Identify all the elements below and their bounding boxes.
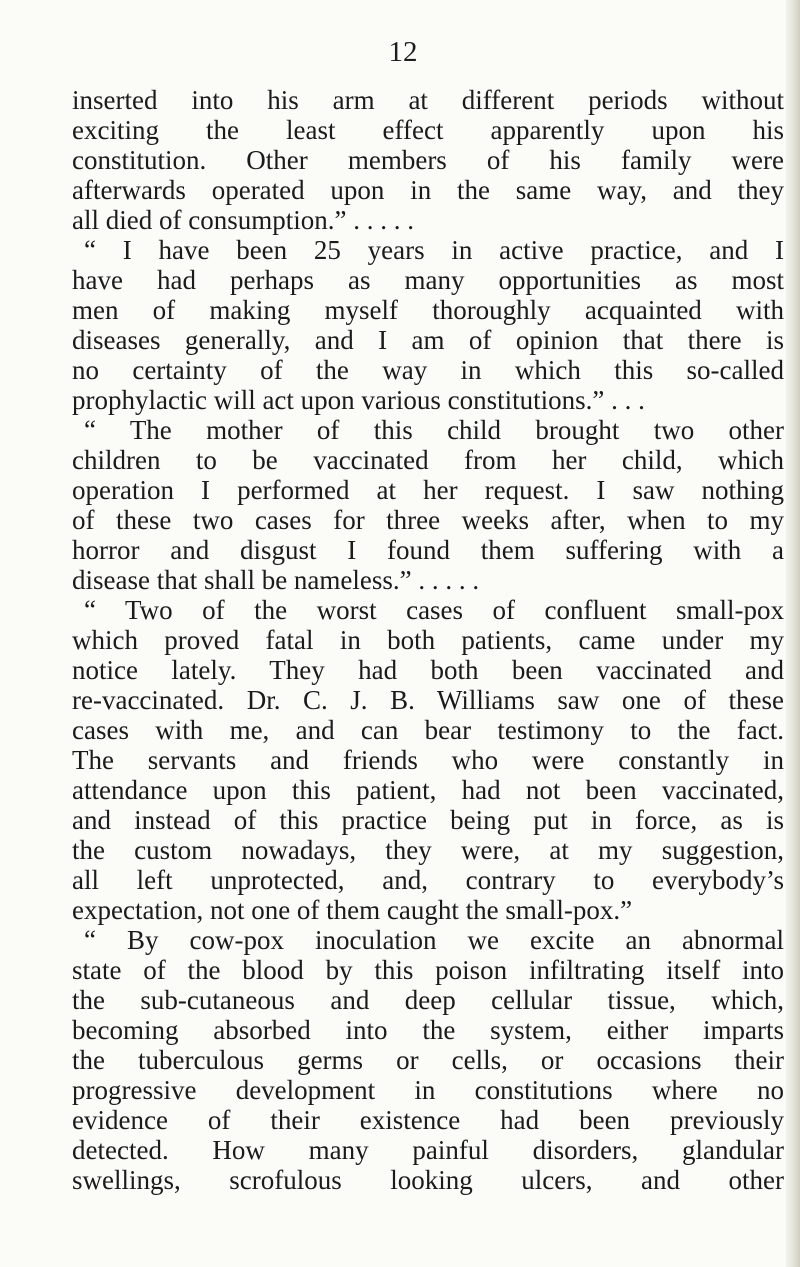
text-line: evidence of their existence had been previously [72, 1105, 784, 1135]
text-line: “ By cow-pox inoculation we excite an abnormal [84, 925, 784, 955]
page-number: 12 [388, 36, 418, 68]
text-line: all died of consumption.” . . . . . [72, 205, 414, 235]
text-line: “ The mother of this child brought two other [84, 415, 784, 445]
text-line: inserted into his arm at different periods without [72, 85, 784, 115]
text-line: disease that shall be nameless.” . . . . . [72, 565, 480, 595]
text-line: have had perhaps as many opportunities as most [72, 265, 784, 295]
text-line: operation I performed at her request. I saw nothing [72, 475, 784, 505]
text-line: men of making myself thoroughly acquainted with [72, 295, 784, 325]
page-edge [786, 0, 800, 1267]
text-line: the tuberculous germs or cells, or occasions their [72, 1045, 784, 1075]
text-line: the custom nowadays, they were, at my suggestion, [72, 835, 784, 865]
text-line: The servants and friends who were constantly in [72, 745, 784, 775]
text-line: constitution. Other members of his family were [72, 145, 784, 175]
text-line: exciting the least effect apparently upon his [72, 115, 784, 145]
text-line: prophylactic will act upon various constitutions.” . . . [72, 385, 645, 415]
text-line: detected. How many painful disorders, glandular [72, 1135, 784, 1165]
text-line: afterwards operated upon in the same way, and they [72, 175, 784, 205]
text-line: children to be vaccinated from her child, which [72, 445, 784, 475]
text-line: re-vaccinated. Dr. C. J. B. Williams saw one of these [72, 685, 784, 715]
text-line: cases with me, and can bear testimony to the fact. [72, 715, 784, 745]
text-line: horror and disgust I found them suffering with a [72, 535, 784, 565]
text-line: progressive development in constitutions where no [72, 1075, 784, 1105]
text-line: attendance upon this patient, had not been vaccinated, [72, 775, 784, 805]
text-line: swellings, scrofulous looking ulcers, and other [72, 1165, 784, 1195]
text-line: “ I have been 25 years in active practice, and I [84, 235, 784, 265]
text-line: the sub-cutaneous and deep cellular tissue, which, [72, 985, 784, 1015]
text-line: notice lately. They had both been vaccinated and [72, 655, 784, 685]
text-line: becoming absorbed into the system, either imparts [72, 1015, 784, 1045]
text-line: and instead of this practice being put in force, as is [72, 805, 784, 835]
text-line: diseases generally, and I am of opinion that there is [72, 325, 784, 355]
body-text [72, 85, 784, 1195]
text-line: which proved fatal in both patients, came under my [72, 625, 784, 655]
text-line: no certainty of the way in which this so-called [72, 355, 784, 385]
text-line: of these two cases for three weeks after, when to my [72, 505, 784, 535]
text-line: “ Two of the worst cases of confluent small-pox [84, 595, 784, 625]
text-line: state of the blood by this poison infiltrating itself into [72, 955, 784, 985]
text-line: all left unprotected, and, contrary to everybody’s [72, 865, 784, 895]
text-line: expectation, not one of them caught the small-pox.” [72, 895, 633, 925]
